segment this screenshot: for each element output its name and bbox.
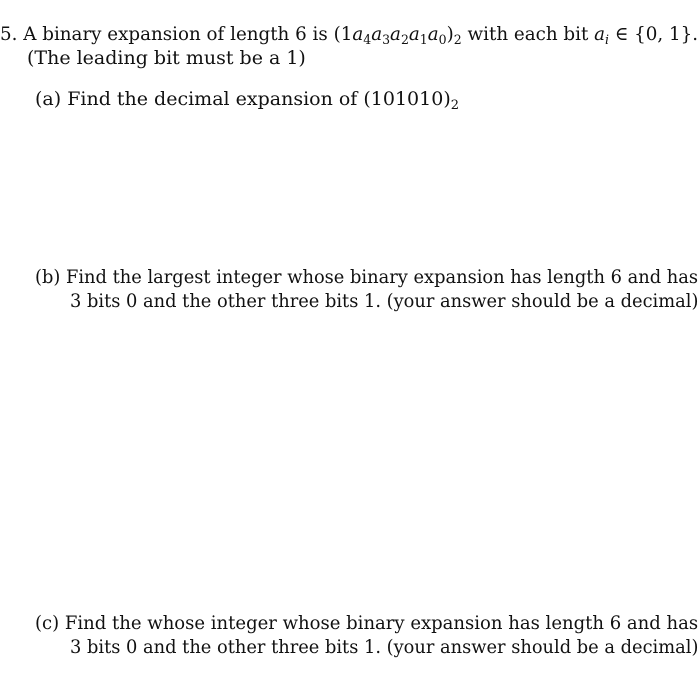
problem-number: 5. (0, 23, 18, 45)
bit-set: ∈ {0, 1}. (614, 23, 699, 45)
problem-intro-text: A binary expansion of length 6 is (23, 23, 328, 45)
with-each-bit-text: with each bit (467, 23, 589, 45)
part-b (35, 265, 698, 289)
problem-note: (The leading bit must be a 1) (27, 47, 306, 69)
expansion-base: 2 (453, 33, 462, 48)
bit-variable: $a_i$ (594, 23, 610, 48)
term-a4: $a_4$ (352, 23, 372, 48)
term-a3: $a_3$ (371, 23, 391, 48)
part-c (35, 611, 698, 635)
expansion-open: (1 (333, 23, 353, 45)
part-b-line-1: Find the largest integer whose binary expansion has length 6 and has (65, 266, 699, 288)
part-a-label: (a) (35, 88, 62, 110)
term-a0: $a_0$ (427, 23, 447, 48)
binary-expansion-expression (333, 23, 462, 48)
part-c-label: (c) (35, 612, 60, 634)
part-b-line-2: 3 bits 0 and the other three bits 1. (your answer should be a decimal) (70, 290, 699, 312)
part-c-line-1: Find the whose integer whose binary expansion has length 6 and has (64, 612, 699, 634)
term-a1: $a_1$ (408, 23, 428, 48)
term-a2: $a_2$ (390, 23, 409, 48)
expansion-close: ) (446, 23, 454, 45)
part-b-label: (b) (35, 266, 61, 288)
part-c-line-2: 3 bits 0 and the other three bits 1. (your answer should be a decimal) (70, 636, 699, 658)
part-a-text: Find the decimal expansion of $(101010)_2$ (67, 88, 460, 113)
part-a (35, 87, 459, 118)
